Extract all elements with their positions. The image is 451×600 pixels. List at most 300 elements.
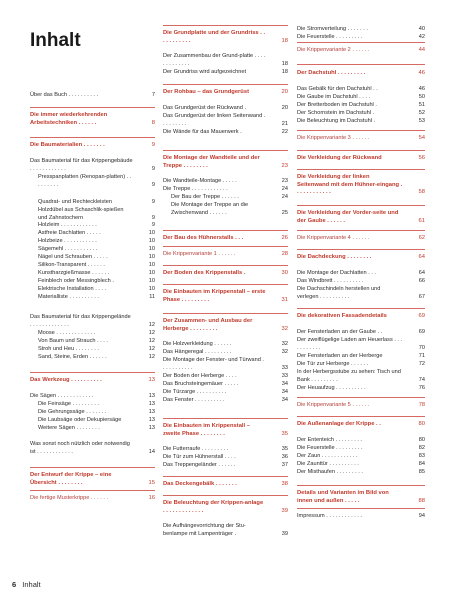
toc-entry-title: Der Dachstuhl . . . . . . . . . (297, 70, 366, 76)
toc-page-number: 33 (281, 364, 288, 371)
toc-entry[interactable] (30, 354, 155, 362)
toc-page-number: 12 (148, 338, 155, 344)
toc-entry[interactable] (297, 329, 425, 337)
toc-chapter[interactable] (163, 423, 288, 438)
toc-entry[interactable] (163, 105, 288, 113)
toc-entry-title: Die Gehrungssäge . . . . . . . (38, 409, 107, 415)
toc-entry-title: Die Gaube im Dachstuhl . . . . (297, 94, 371, 100)
toc-page-number: 12 (148, 354, 155, 360)
toc-page-number: 56 (418, 155, 425, 161)
toc-page-number: 18 (281, 37, 288, 44)
toc-entry-title: Die immer wiederkehrenden Arbeitstechniken . . . . . . (30, 112, 108, 126)
toc-entry-title: Details und Varianten im Bild von innen und außen . . . . . (297, 490, 389, 504)
toc-chapter[interactable] (163, 30, 288, 45)
toc-entry[interactable] (30, 270, 155, 278)
toc-entry-title: Sägemehl . . . . . . . . . . . (38, 246, 98, 252)
toc-entry-title: Die dekorativen Fassadendetails (297, 313, 387, 319)
toc-entry[interactable] (297, 337, 425, 352)
toc-entry-title: Die Grundplatte und der Grundriss . . . . . . . . . . . (163, 30, 266, 44)
toc-page-number: 40 (418, 26, 425, 32)
toc-entry-title: Die Verkleidung der linken Seitenwand mit dem Hühner-eingang . . . . . . . . . . . . (297, 174, 403, 195)
toc-entry-title: Die Dachdeckung . . . . . . . . (297, 254, 372, 260)
section-rule (297, 249, 425, 250)
toc-entry-title: Die Tür zur Herberge . . . . . . (297, 361, 369, 367)
toc-entry[interactable] (297, 102, 425, 110)
toc-entry[interactable] (30, 330, 155, 338)
toc-entry-title: Die Tür zum Hühnerstall . . . . (163, 454, 236, 460)
toc-page-number: 82 (418, 445, 425, 451)
toc-entry-title: Die Dachschindeln herstellen und verlegen . . . . . . . . . . (297, 286, 381, 300)
toc-page-number: 67 (418, 293, 425, 300)
toc-entry-title: Das Werkzeug . . . . . . . . . . (30, 377, 102, 383)
toc-entry[interactable] (163, 129, 288, 137)
section-rule (163, 230, 288, 231)
section-rule (297, 42, 425, 43)
section-rule (297, 416, 425, 417)
toc-page-number: 38 (281, 481, 288, 487)
toc-entry-title: Die Einbauten im Krippenstall – zweite Phase . . . . . . . . (163, 423, 250, 437)
toc-page-number: 51 (418, 102, 425, 108)
toc-entry-title: Astfreie Dachlatten . . . . . (38, 230, 101, 236)
toc-page-number: 12 (148, 321, 155, 328)
toc-page-number: 39 (281, 530, 288, 537)
toc-entry-title: Die Feinsäge . . . . . . . . . (38, 401, 99, 407)
toc-page-number: 12 (148, 330, 155, 336)
toc-entry-title: Elektrische Installation . . . . (38, 286, 107, 292)
toc-entry[interactable] (163, 373, 288, 381)
toc-page-number: 85 (418, 469, 425, 475)
toc-entry[interactable] (297, 118, 425, 126)
toc-entry[interactable] (163, 523, 288, 538)
toc-entry-title: Das Grundgerüst der Rückwand . (163, 105, 247, 111)
section-rule (30, 107, 155, 108)
toc-entry[interactable] (30, 230, 155, 238)
toc-entry[interactable] (30, 207, 155, 222)
toc-page-number: 94 (418, 513, 425, 519)
toc-page-number: 26 (281, 235, 288, 241)
toc-entry[interactable] (30, 174, 155, 189)
toc-page-number: 9 (151, 165, 155, 172)
toc-entry-title: In der Herbergsstube zu sehen: Tisch und Bank . . . . . . . . . (297, 369, 401, 383)
toc-chapter[interactable] (163, 235, 288, 243)
toc-entry-title: Über das Buch . . . . . . . . . . (30, 92, 99, 98)
toc-entry-title: Die Verkleidung der Rückwand (297, 155, 382, 161)
toc-entry-title: Feinblech oder Messingblech . (38, 278, 114, 284)
toc-entry[interactable] (297, 453, 425, 461)
toc-page-number: 30 (281, 270, 288, 276)
toc-chapter[interactable] (297, 421, 425, 429)
toc-page-number: 88 (418, 497, 425, 504)
toc-page-number: 10 (148, 230, 155, 236)
toc-variant[interactable] (163, 251, 288, 259)
toc-page-number: 10 (148, 270, 155, 276)
toc-page-number: 32 (281, 325, 288, 332)
toc-entry[interactable] (30, 286, 155, 294)
toc-page-number: 42 (418, 34, 425, 40)
toc-entry-title: Die Holzverkleidung . . . . . . (163, 341, 232, 347)
toc-entry-title: Die Beleuchtung der Krippen-anlage . . . . . . . . . . . . . (163, 500, 264, 514)
toc-chapter[interactable] (163, 500, 288, 515)
toc-page-number: 20 (281, 89, 288, 95)
toc-entry-title: Presspanplatten (Renopan-platten) . . . . . . . . . (38, 174, 132, 188)
toc-entry[interactable] (297, 94, 425, 102)
toc-entry-title: Der Grundriss wird aufgezeichnet (163, 69, 247, 75)
toc-entry[interactable] (30, 92, 155, 100)
toc-entry-title: Das Baumaterial für das Krippengelände . . . . . . . . . . . . . (30, 314, 131, 328)
toc-page-number: 33 (281, 373, 288, 379)
toc-chapter[interactable] (297, 155, 425, 163)
toc-entry[interactable] (163, 357, 288, 372)
toc-chapter[interactable] (297, 210, 425, 225)
toc-entry-title: Die Einbauten im Krippenstall – erste Phase . . . . . . . . . (163, 289, 266, 303)
toc-entry-title: Die Türzarge . . . . . . . . . . (163, 389, 227, 395)
toc-page-number: 32 (281, 349, 288, 355)
toc-chapter[interactable] (163, 318, 288, 333)
toc-entry-title: Die Krippenvariante 2 . . . . . . (297, 47, 370, 53)
toc-entry-title: Der Bretterboden im Dachstuhl . (297, 102, 377, 108)
section-rule (163, 25, 288, 26)
toc-entry[interactable] (297, 110, 425, 118)
toc-chapter[interactable] (163, 89, 288, 97)
toc-page-number: 14 (148, 448, 155, 455)
toc-page-number: 20 (281, 105, 288, 111)
toc-page-number: 71 (418, 353, 425, 359)
toc-entry[interactable] (297, 369, 425, 384)
toc-page-number: 36 (281, 454, 288, 460)
toc-entry[interactable] (30, 346, 155, 354)
toc-entry-title: Das Deckengebälk . . . . . . . (163, 481, 237, 487)
toc-entry[interactable] (163, 53, 288, 68)
toc-page-number: 69 (418, 329, 425, 335)
toc-page-number: 80 (418, 437, 425, 443)
toc-entry[interactable] (30, 278, 155, 286)
section-rule (163, 84, 288, 85)
toc-entry[interactable] (163, 389, 288, 397)
toc-chapter[interactable] (163, 481, 288, 489)
toc-page-number: 44 (418, 47, 425, 53)
toc-entry[interactable] (297, 469, 425, 477)
section-rule (297, 150, 425, 151)
toc-page-number: 21 (281, 120, 288, 127)
toc-entry[interactable] (163, 194, 288, 202)
toc-entry-title: Der Schornstein im Dachstuhl . (297, 110, 375, 116)
toc-variant[interactable] (297, 135, 425, 143)
toc-entry-title: Holzbeize . . . . . . . . . . . (38, 238, 97, 244)
toc-entry[interactable] (30, 222, 155, 230)
toc-chapter[interactable] (297, 174, 425, 197)
toc-page-number: 13 (148, 425, 155, 431)
toc-entry-title: Der Fensterladen an der Herberge (297, 353, 383, 359)
toc-entry-title: Die Aufhängevorrichtung der Stu-benlampe mit Lampenträger . (163, 523, 246, 537)
section-rule (297, 169, 425, 170)
toc-page-number: 9 (151, 199, 155, 205)
toc-page-number: 13 (148, 401, 155, 407)
toc-entry-title: Der Zaun . . . . . . . . . . . . (297, 453, 358, 459)
toc-entry[interactable] (163, 202, 288, 217)
toc-entry-title: Die Beleuchtung im Dachstuhl . (297, 118, 376, 124)
section-rule (30, 137, 155, 138)
toc-variant[interactable] (30, 495, 155, 503)
toc-page-number: 25 (281, 209, 288, 216)
toc-page-number: 37 (281, 462, 288, 468)
toc-entry[interactable] (297, 437, 425, 445)
toc-entry-title: Holzleim . . . . . . . . . . . . (38, 222, 97, 228)
toc-page-number: 10 (148, 286, 155, 292)
toc-chapter[interactable] (163, 270, 288, 278)
toc-entry[interactable] (30, 401, 155, 409)
toc-page-number: 32 (281, 341, 288, 347)
toc-entry[interactable] (30, 262, 155, 270)
toc-page-number: 13 (148, 409, 155, 415)
toc-page-number: 10 (148, 278, 155, 284)
toc-entry-title: Was sonst noch nützlich oder notwendig ist . . . . . . . . . . . . (30, 441, 130, 455)
toc-entry-title: Das Treppengeländer . . . . . . (163, 462, 236, 468)
page-title: Inhalt (30, 30, 81, 51)
toc-page-number: 53 (418, 118, 425, 124)
toc-page-number: 9 (151, 181, 155, 188)
toc-entry[interactable] (163, 446, 288, 454)
toc-entry[interactable] (297, 86, 425, 94)
toc-entry-title: Moose . . . . . . . . . . . . . (38, 330, 96, 336)
toc-chapter[interactable] (30, 142, 155, 150)
toc-page-number: 10 (148, 262, 155, 268)
section-rule (297, 64, 425, 65)
toc-entry[interactable] (297, 461, 425, 469)
toc-entry-title: Die Montage der Treppe an die Zwischenwand . . . . . . (171, 202, 249, 216)
toc-entry[interactable] (30, 338, 155, 346)
toc-page-number: 12 (148, 346, 155, 352)
toc-page-number: 15 (148, 479, 155, 486)
toc-entry-title: Der Fensterladen an der Gaube . . (297, 329, 383, 335)
toc-page-number: 23 (281, 162, 288, 169)
toc-page-number: 78 (418, 402, 425, 408)
toc-entry-title: Der Heuaufzug . . . . . . . . . . (297, 385, 366, 391)
toc-page-number: 34 (281, 381, 288, 387)
toc-chapter[interactable] (30, 112, 155, 127)
toc-page-number: 83 (418, 453, 425, 459)
toc-entry-title: Die Feuerstelle . . . . . . . . . (297, 34, 363, 40)
toc-entry[interactable] (30, 441, 155, 456)
toc-entry[interactable] (30, 238, 155, 246)
toc-entry[interactable] (30, 314, 155, 329)
toc-page-number: 76 (418, 385, 425, 391)
toc-chapter[interactable] (30, 472, 155, 487)
toc-page-number: 69 (418, 313, 425, 319)
toc-entry-title: Das Windbrett . . . . . . . . . . (297, 278, 364, 284)
toc-chapter[interactable] (30, 377, 155, 385)
toc-page-number: 7 (151, 92, 155, 98)
toc-chapter[interactable] (163, 155, 288, 170)
toc-entry[interactable] (30, 393, 155, 401)
toc-entry[interactable] (297, 353, 425, 361)
section-rule (163, 476, 288, 477)
toc-entry[interactable] (297, 26, 425, 34)
section-rule (163, 313, 288, 314)
toc-entry[interactable] (30, 417, 155, 425)
toc-entry[interactable] (297, 361, 425, 369)
toc-entry[interactable] (30, 425, 155, 433)
toc-entry-title: Sand, Steine, Erden . . . . . . (38, 354, 107, 360)
toc-entry-title: Quadrat- und Rechteckleisten (38, 199, 113, 205)
toc-entry-title: Die Zaunttür . . . . . . . . . . (297, 461, 359, 467)
toc-entry[interactable] (297, 385, 425, 393)
toc-entry-title: Kunstharzgießmasse . . . . . . (38, 270, 110, 276)
toc-page-number: 61 (418, 217, 425, 224)
section-rule (297, 308, 425, 309)
toc-entry-title: Die Stromverteilung . . . . . . . (297, 26, 368, 32)
toc-entry-title: Der Zusammenbau der Grund-platte . . . . . . . . . . . . . (163, 53, 266, 67)
toc-variant[interactable] (297, 235, 425, 243)
toc-page-number: 22 (281, 129, 288, 135)
toc-page-number: 31 (281, 296, 288, 303)
toc-page-number: 16 (148, 495, 155, 501)
toc-page-number: 84 (418, 461, 425, 467)
toc-entry-title: Die Wände für das Mauerwerk . (163, 129, 242, 135)
toc-entry[interactable] (297, 445, 425, 453)
toc-entry[interactable] (297, 513, 425, 521)
toc-entry-title: Die Laubsäge oder Dekupiersäge (38, 417, 122, 423)
toc-entry[interactable] (163, 462, 288, 470)
toc-entry-title: Das Bruchsteingemäuer . . . . . (163, 381, 239, 387)
toc-chapter[interactable] (297, 254, 425, 262)
toc-variant[interactable] (297, 47, 425, 55)
toc-entry-title: Die Wandteile-Montage . . . . . (163, 178, 237, 184)
toc-variant[interactable] (297, 402, 425, 410)
section-rule (297, 485, 425, 486)
toc-entry-title: Die Sägen . . . . . . . . . . . . (30, 393, 94, 399)
toc-entry-title: Die Krippenvariante 3 . . . . . . (297, 135, 370, 141)
toc-entry[interactable] (30, 409, 155, 417)
page-number: 6 (12, 580, 17, 589)
section-rule (297, 205, 425, 206)
toc-entry[interactable] (30, 158, 155, 173)
toc-entry-title: Der Misthaufen . . . . . . . . . (297, 469, 363, 475)
toc-entry[interactable] (163, 69, 288, 77)
toc-chapter[interactable] (297, 490, 425, 505)
toc-entry-title: Holzdübel aus Schaschlik-spießen und Zahnstochern (38, 207, 124, 221)
toc-entry-title: Impressum . . . . . . . . . . . . (297, 513, 362, 519)
toc-page-number: 64 (418, 270, 425, 276)
toc-entry-title: Nägel und Schrauben . . . . . (38, 254, 108, 260)
toc-entry-title: Die Krippenvariante 5 . . . . . . (297, 402, 370, 408)
toc-page-number: 58 (418, 189, 425, 195)
section-rule (163, 246, 288, 247)
toc-entry-title: Der Zusammen- und Ausbau der Herberge . . . . . . . . . (163, 318, 253, 332)
toc-page-number: 13 (148, 377, 155, 383)
toc-entry-title: Das Fenster . . . . . . . . . . (163, 397, 225, 403)
toc-entry-title: Die Montage der Dachlatten . . . (297, 270, 376, 276)
toc-page-number: 18 (281, 60, 288, 67)
toc-entry-title: Der Bau der Treppe . . . . . . (171, 194, 239, 200)
toc-page-number: 34 (281, 397, 288, 403)
toc-page-number: 54 (418, 135, 425, 141)
toc-entry-title: Die Baumaterialien . . . . . . . (30, 142, 105, 148)
toc-entry-title: Weitere Sägen . . . . . . . . (38, 425, 100, 431)
toc-page-number: 10 (148, 246, 155, 252)
toc-entry-title: Die Krippenvariante 4 . . . . . . (297, 235, 370, 241)
toc-entry[interactable] (163, 178, 288, 186)
toc-entry-title: Stroh und Heu . . . . . . . . (38, 346, 99, 352)
toc-page-number: 24 (281, 194, 288, 200)
toc-chapter[interactable] (297, 313, 425, 321)
toc-entry[interactable] (297, 270, 425, 278)
toc-chapter[interactable] (163, 289, 288, 304)
toc-page-number: 46 (418, 86, 425, 92)
toc-entry[interactable] (163, 397, 288, 405)
toc-entry[interactable] (30, 294, 155, 302)
toc-entry-title: Das Grundgerüst der linken Seitenwand . . . . . . . . . (163, 113, 266, 127)
toc-entry[interactable] (30, 246, 155, 254)
toc-page-number: 66 (418, 278, 425, 284)
toc-page-number: 35 (281, 430, 288, 437)
toc-page-number: 80 (418, 421, 425, 427)
toc-entry-title: Die Verkleidung der Vorder-seite und der Gaube . . . . . . (297, 210, 399, 224)
toc-entry[interactable] (163, 349, 288, 357)
toc-page-number: 9 (151, 214, 155, 221)
toc-entry[interactable] (30, 254, 155, 262)
toc-entry[interactable] (163, 381, 288, 389)
toc-entry[interactable] (163, 341, 288, 349)
toc-page-number: 70 (418, 344, 425, 351)
toc-page-number: 50 (418, 94, 425, 100)
toc-entry-title: Die Montage der Fenster- und Türwand . . . . . . . . . . . (163, 357, 264, 371)
toc-page-number: 18 (281, 69, 288, 75)
toc-page-number: 62 (418, 235, 425, 241)
toc-entry[interactable] (163, 113, 288, 128)
section-rule (163, 418, 288, 419)
section-rule (163, 284, 288, 285)
toc-entry[interactable] (30, 199, 155, 207)
section-rule (163, 150, 288, 151)
toc-page-number: 11 (149, 294, 155, 300)
section-rule (297, 230, 425, 231)
toc-entry-title: Die Treppe . . . . . . . . . . . . (163, 186, 228, 192)
toc-entry[interactable] (163, 186, 288, 194)
footer-label: Inhalt (22, 580, 41, 589)
toc-entry-title: Der Boden des Krippenstalls . (163, 270, 246, 276)
section-rule (30, 490, 155, 491)
toc-page-number: 52 (418, 110, 425, 116)
toc-entry-title: Die Krippenvariante 1 . . . . . . (163, 251, 236, 257)
toc-entry-title: Der Entwurf der Krippe – eine Übersicht . . . . . . . . (30, 472, 112, 486)
toc-entry[interactable] (297, 34, 425, 42)
toc-entry-title: Die Außenanlage der Krippe . . (297, 421, 381, 427)
toc-entry-title: Das Baumaterial für das Krippengebäude . . . . . . . . . . . . (30, 158, 133, 172)
toc-entry-title: Der zweiflügelige Laden am Heuerlass . . . . . . . . . . . (297, 337, 403, 351)
toc-page-number: 10 (148, 254, 155, 260)
toc-entry[interactable] (163, 454, 288, 462)
toc-page-number: 35 (281, 446, 288, 452)
toc-entry[interactable] (297, 278, 425, 286)
toc-entry-title: Der Ententeich . . . . . . . . . (297, 437, 362, 443)
toc-entry-title: Das Hängeregal . . . . . . . . . (163, 349, 232, 355)
section-rule (163, 265, 288, 266)
toc-entry[interactable] (297, 286, 425, 301)
toc-chapter[interactable] (297, 70, 425, 78)
toc-entry-title: Der Rohbau – das Grundgerüst (163, 89, 249, 95)
toc-page-number: 9 (151, 222, 155, 228)
section-rule (30, 467, 155, 468)
toc-entry-title: Der Bau des Hühnerstalls . . . (163, 235, 244, 241)
toc-entry-title: Materialliste . . . . . . . . . . (38, 294, 99, 300)
page-footer (12, 580, 41, 589)
toc-entry-title: Silikon-Transparent . . . . . . (38, 262, 105, 268)
toc-page-number: 9 (151, 142, 155, 148)
toc-page-number: 39 (281, 507, 288, 514)
toc-page-number: 24 (281, 186, 288, 192)
toc-page-number: 72 (418, 361, 425, 367)
toc-entry-title: Von Baum und Strauch . . . . (38, 338, 108, 344)
